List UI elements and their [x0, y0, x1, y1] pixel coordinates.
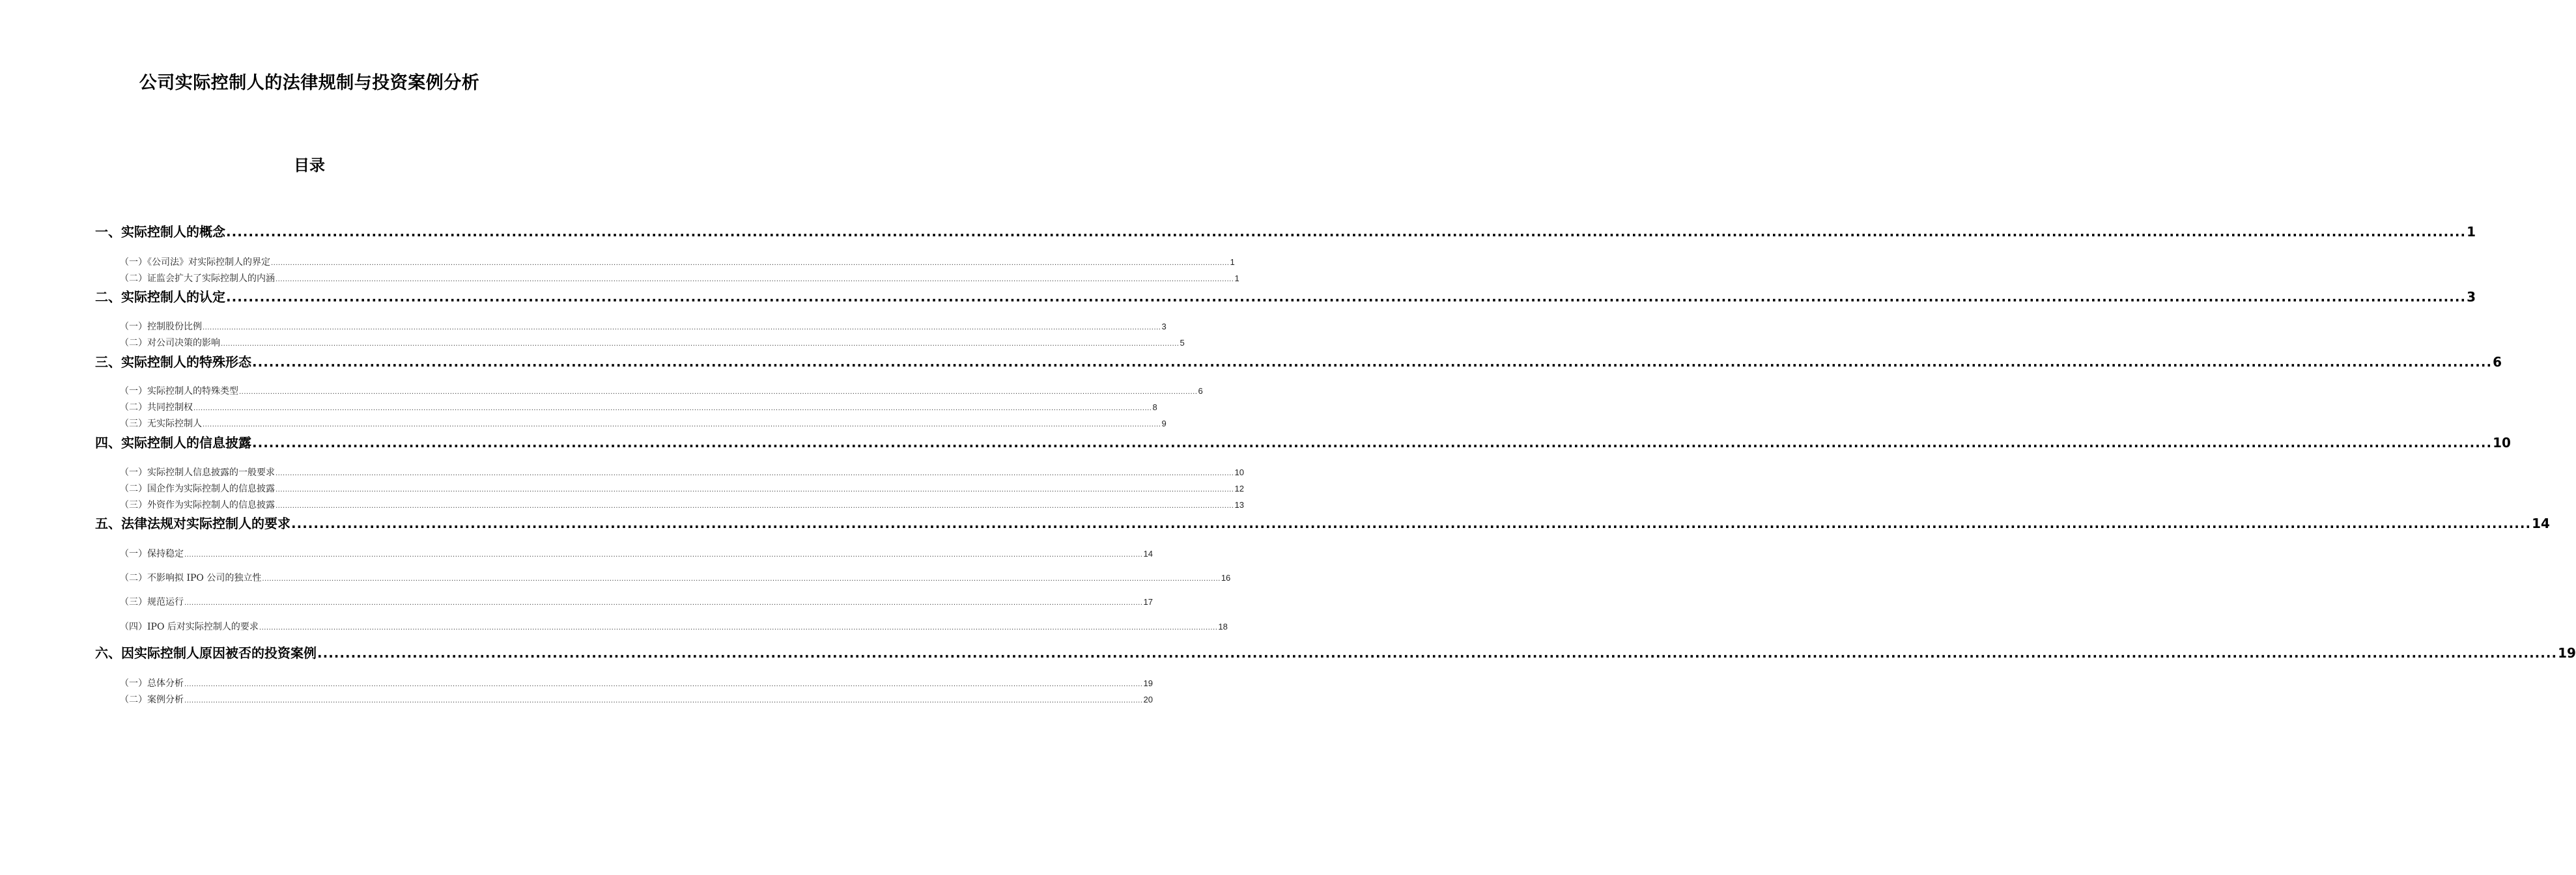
- toc-dot-leader: ................................................................................................................................................................................................................................................................................................................................................................................................................: [317, 645, 2558, 661]
- toc-section-entry[interactable]: [95, 644, 2576, 662]
- toc-dot-leader: ................................................................................................................................................................................................................................................................................................................................................................................................................: [276, 276, 1234, 283]
- toc-page-number: 16: [1221, 573, 1231, 583]
- toc-dot-leader: ................................................................................................................................................................................................................................................................................................................................................................................................................: [252, 435, 2493, 451]
- toc-page-number: 1: [1230, 257, 1235, 267]
- toc-page-number: 10: [2493, 435, 2511, 451]
- toc-dot-leader: ................................................................................................................................................................................................................................................................................................................................................................................................................: [203, 324, 1161, 331]
- toc-dot-leader: ................................................................................................................................................................................................................................................................................................................................................................................................................: [262, 576, 1221, 583]
- toc-page-number: 20: [1143, 695, 1153, 704]
- toc-page-number: 6: [2493, 354, 2502, 370]
- toc-page-number: 6: [1198, 386, 1203, 396]
- toc-page-number: 3: [2467, 289, 2476, 305]
- toc-entry-title: （二）国企作为实际控制人的信息披露: [120, 484, 275, 494]
- toc-dot-leader: ................................................................................................................................................................................................................................................................................................................................................................................................................: [226, 224, 2467, 240]
- toc-entry-title: （一）控制股份比例: [120, 322, 202, 332]
- toc-dot-leader: ................................................................................................................................................................................................................................................................................................................................................................................................................: [226, 289, 2467, 305]
- toc-entry-title: 六、因实际控制人原因被否的投资案例: [95, 645, 317, 661]
- toc-entry-title: 三、实际控制人的特殊形态: [95, 354, 251, 370]
- toc-dot-leader: ................................................................................................................................................................................................................................................................................................................................................................................................................: [193, 405, 1152, 412]
- toc-page-number: 18: [1218, 622, 1228, 632]
- toc-subsection-entry[interactable]: [120, 256, 1235, 270]
- toc-page-number: 12: [1234, 484, 1244, 493]
- toc-page-number: 8: [1152, 402, 1157, 412]
- toc-section-entry[interactable]: [95, 223, 2476, 241]
- toc-dot-leader: ................................................................................................................................................................................................................................................................................................................................................................................................................: [271, 260, 1230, 267]
- toc-subsection-entry[interactable]: [120, 620, 1228, 635]
- toc-dot-leader: ................................................................................................................................................................................................................................................................................................................................................................................................................: [203, 421, 1161, 428]
- toc-subsection-entry[interactable]: [120, 272, 1239, 286]
- toc-subsection-entry[interactable]: [120, 596, 1153, 610]
- toc-section-entry[interactable]: [95, 288, 2476, 306]
- toc-entry-title: 二、实际控制人的认定: [95, 289, 225, 305]
- toc-entry-title: 五、法律法规对实际控制人的要求: [95, 516, 290, 531]
- toc-page-number: 1: [2467, 224, 2476, 240]
- toc-subsection-entry[interactable]: [120, 499, 1244, 513]
- toc-entry-title: （三）无实际控制人: [120, 419, 202, 429]
- toc-subsection-entry[interactable]: [120, 482, 1244, 497]
- toc-heading: 目录: [294, 156, 325, 174]
- toc-subsection-entry[interactable]: [120, 401, 1157, 415]
- toc-entry-title: （三）外资作为实际控制人的信息披露: [120, 500, 275, 510]
- toc-page-number: 9: [1161, 419, 1167, 428]
- toc-page-number: 13: [1234, 500, 1244, 510]
- toc-page-number: 3: [1161, 322, 1167, 331]
- toc-subsection-entry[interactable]: [120, 337, 1185, 351]
- toc-subsection-entry[interactable]: [120, 466, 1244, 480]
- toc-dot-leader: ................................................................................................................................................................................................................................................................................................................................................................................................................: [184, 697, 1143, 704]
- toc-page-number: 5: [1180, 338, 1185, 348]
- toc-entry-title: （一）实际控制人信息披露的一般要求: [120, 467, 275, 478]
- toc-page-number: 1: [1234, 273, 1239, 283]
- toc-dot-leader: ................................................................................................................................................................................................................................................................................................................................................................................................................: [259, 624, 1218, 632]
- toc-dot-leader: ................................................................................................................................................................................................................................................................................................................................................................................................................: [184, 600, 1143, 607]
- toc-entry-title: （一）实际控制人的特殊类型: [120, 386, 238, 396]
- toc-subsection-entry[interactable]: [120, 385, 1203, 399]
- toc-section-entry[interactable]: [95, 514, 2550, 533]
- toc-dot-leader: ................................................................................................................................................................................................................................................................................................................................................................................................................: [276, 486, 1234, 493]
- toc-page-number: 19: [2558, 645, 2576, 661]
- toc-subsection-entry[interactable]: [120, 572, 1231, 586]
- toc-page-number: 17: [1143, 597, 1153, 607]
- toc-page-number: 14: [2532, 516, 2550, 531]
- toc-entry-title: （三）规范运行: [120, 597, 184, 607]
- toc-dot-leader: ................................................................................................................................................................................................................................................................................................................................................................................................................: [291, 516, 2532, 531]
- toc-entry-title: （二）对公司决策的影响: [120, 338, 220, 348]
- toc-entry-title: 一、实际控制人的概念: [95, 224, 225, 240]
- toc-page-number: 19: [1143, 678, 1153, 688]
- toc-dot-leader: ................................................................................................................................................................................................................................................................................................................................................................................................................: [184, 551, 1143, 559]
- toc-entry-title: 四、实际控制人的信息披露: [95, 435, 251, 451]
- toc-entry-title: （四）IPO 后对实际控制人的要求: [120, 622, 259, 632]
- toc-dot-leader: ................................................................................................................................................................................................................................................................................................................................................................................................................: [184, 681, 1143, 688]
- toc-entry-title: （一）《公司法》对实际控制人的界定: [120, 257, 270, 268]
- toc-section-entry[interactable]: [95, 434, 2511, 452]
- toc-dot-leader: ................................................................................................................................................................................................................................................................................................................................................................................................................: [276, 470, 1234, 477]
- toc-subsection-entry[interactable]: [120, 417, 1167, 432]
- toc-page-number: 10: [1234, 467, 1244, 477]
- toc-section-entry[interactable]: [95, 353, 2502, 371]
- toc-subsection-entry[interactable]: [120, 320, 1167, 335]
- toc-page-number: 14: [1143, 549, 1153, 559]
- toc-dot-leader: ................................................................................................................................................................................................................................................................................................................................................................................................................: [276, 503, 1234, 510]
- toc-dot-leader: ................................................................................................................................................................................................................................................................................................................................................................................................................: [221, 340, 1180, 348]
- toc-entry-title: （二）不影响拟 IPO 公司的独立性: [120, 573, 262, 583]
- toc-subsection-entry[interactable]: [120, 693, 1153, 708]
- toc-subsection-entry[interactable]: [120, 677, 1153, 691]
- document-title: 公司实际控制人的法律规制与投资案例分析: [139, 73, 480, 93]
- toc-dot-leader: ................................................................................................................................................................................................................................................................................................................................................................................................................: [252, 354, 2493, 370]
- toc-entry-title: （二）共同控制权: [120, 402, 193, 413]
- toc-entry-title: （一）保持稳定: [120, 549, 184, 559]
- toc-entry-title: （二）案例分析: [120, 695, 184, 705]
- toc-subsection-entry[interactable]: [120, 548, 1153, 562]
- toc-dot-leader: ................................................................................................................................................................................................................................................................................................................................................................................................................: [239, 389, 1198, 396]
- toc-entry-title: （二）证监会扩大了实际控制人的内涵: [120, 273, 275, 284]
- toc-entry-title: （一）总体分析: [120, 678, 184, 689]
